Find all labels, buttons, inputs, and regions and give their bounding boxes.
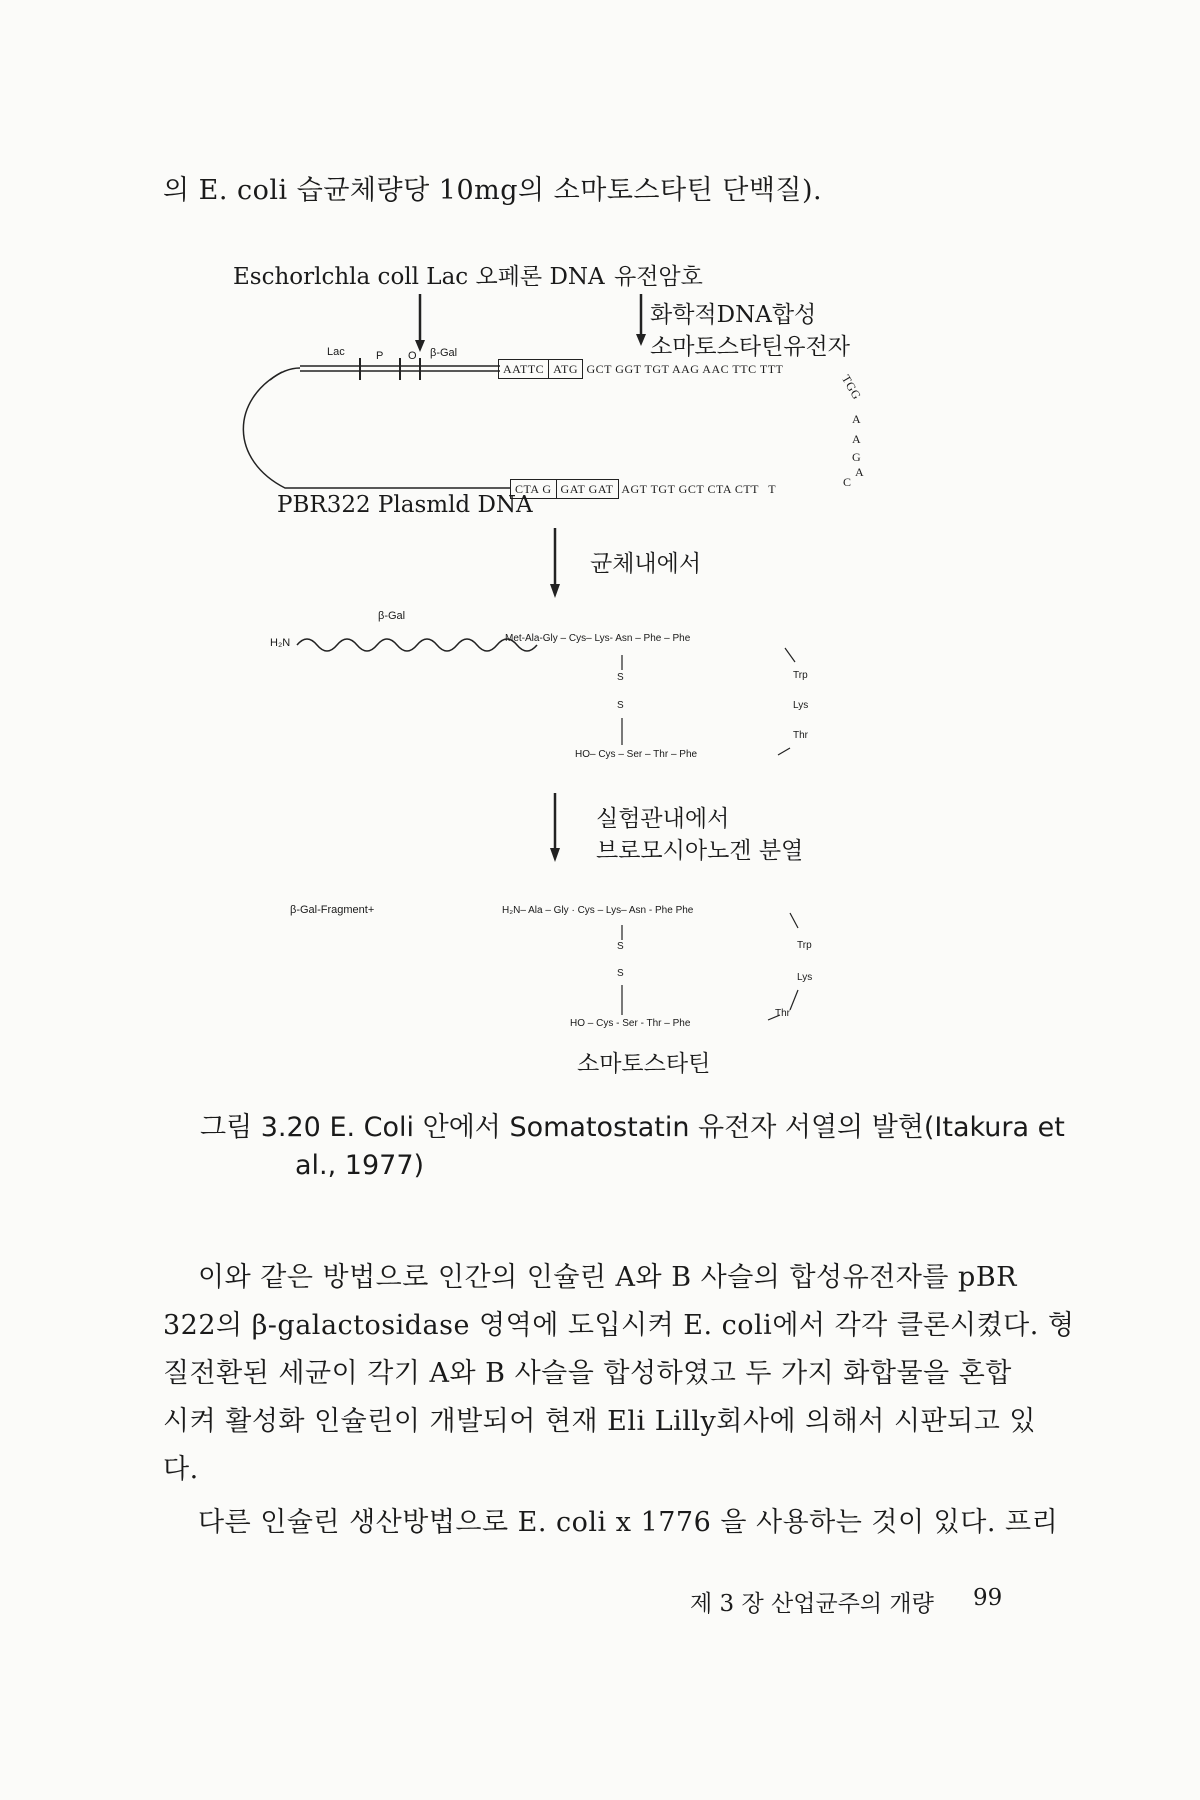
peptide2-bottom: HO – Cys - Ser - Thr – Phe <box>570 1018 691 1029</box>
s1b: S <box>617 700 624 711</box>
chem-synth-label: 화학적DNA합성 <box>650 302 817 328</box>
seq-tgg: TGG <box>838 372 865 403</box>
page-number: 99 <box>973 1585 1003 1611</box>
trp2: Trp <box>797 940 812 951</box>
in-cell-label: 균체내에서 <box>590 551 702 577</box>
s2b: S <box>617 968 624 979</box>
seq-box-atg: ATG <box>548 359 583 379</box>
seq-bottom-t: T <box>768 482 777 496</box>
peptide2-top: H₂N– Ala – Gly · Cys – Lys– Asn - Phe Phe <box>502 905 694 916</box>
operator-label: O <box>408 350 417 362</box>
cnbr-label: 브로모시아노겐 분열 <box>596 838 804 864</box>
thr1: Thr <box>793 730 808 741</box>
seq-box-ctag: CTA G <box>510 479 557 499</box>
in-vitro-label: 실험관내에서 <box>596 806 730 832</box>
promoter-label: P <box>376 350 384 362</box>
paragraph1-line5: 다. <box>163 1454 199 1485</box>
thr2: Thr <box>775 1008 790 1019</box>
bgal-top-label: β-Gal <box>378 610 406 622</box>
seq-top-row <box>498 359 783 379</box>
s2a: S <box>617 941 624 952</box>
plasmid-label: PBR322 Plasmld DNA <box>277 492 533 518</box>
seq-a3: A <box>855 465 865 479</box>
gene-code-label: 유전암호 <box>614 264 703 290</box>
seq-c: C <box>843 475 852 489</box>
somatostatin-gene-label: 소마토스타틴유전자 <box>650 334 850 360</box>
seq-g: G <box>852 450 862 464</box>
s1a: S <box>617 672 624 683</box>
seq-a2: A <box>852 432 862 446</box>
footer-chapter: 제 3 장 산업균주의 개량 <box>690 1591 934 1617</box>
seq-box-gatgat: GAT GAT <box>556 479 619 499</box>
figure-caption-line2: al., 1977) <box>295 1150 425 1181</box>
lys2: Lys <box>797 972 813 983</box>
seq-bottom-text: AGT TGT GCT CTA CTT <box>621 482 759 496</box>
paragraph2-line1: 다른 인슐린 생산방법으로 E. coli x 1776 을 사용하는 것이 있다. 프리 <box>198 1507 1059 1538</box>
peptide1-top: Met-Ala-Gly – Cys– Lys- Asn – Phe – Phe <box>505 633 691 644</box>
h2n-label: H₂N <box>270 637 291 649</box>
intro-line: 의 E. coli 습균체량당 10mg의 소마토스타틴 단백질). <box>163 175 823 206</box>
paragraph1-line2: 322의 β-galactosidase 영역에 도입시켜 E. coli에서 각각 클론시켰다. 형 <box>163 1310 1075 1341</box>
seq-top-text: GCT GGT TGT AAG AAC TTC TTT <box>586 362 784 376</box>
peptide1-bottom: HO– Cys – Ser – Thr – Phe <box>575 749 698 760</box>
seq-a1: A <box>852 412 862 426</box>
paragraph1-line1: 이와 같은 방법으로 인간의 인슐린 A와 B 사슬의 합성유전자를 pBR <box>198 1262 1018 1293</box>
seq-bottom-row <box>510 479 776 499</box>
lac-label: Lac <box>327 346 345 358</box>
fragment-label: β-Gal-Fragment+ <box>290 904 375 916</box>
figure-caption-line1: 그림 3.20 E. Coli 안에서 Somatostatin 유전자 서열의 발현(Itakura et <box>200 1112 1065 1143</box>
ecoli-label: Eschorlchla coll Lac 오페론 DNA <box>233 264 605 290</box>
seq-box-aattc: AATTC <box>498 359 549 379</box>
paragraph1-line4: 시켜 활성화 인슐린이 개발되어 현재 Eli Lilly회사에 의해서 시판되고 있 <box>163 1406 1036 1437</box>
paragraph1-line3: 질전환된 세균이 각기 A와 B 사슬을 합성하였고 두 가지 화합물을 혼합 <box>163 1358 1012 1389</box>
trp1: Trp <box>793 670 808 681</box>
lys1: Lys <box>793 700 809 711</box>
somatostatin-label: 소마토스타틴 <box>577 1051 711 1077</box>
bgal-gene-label: β-Gal <box>430 347 458 359</box>
